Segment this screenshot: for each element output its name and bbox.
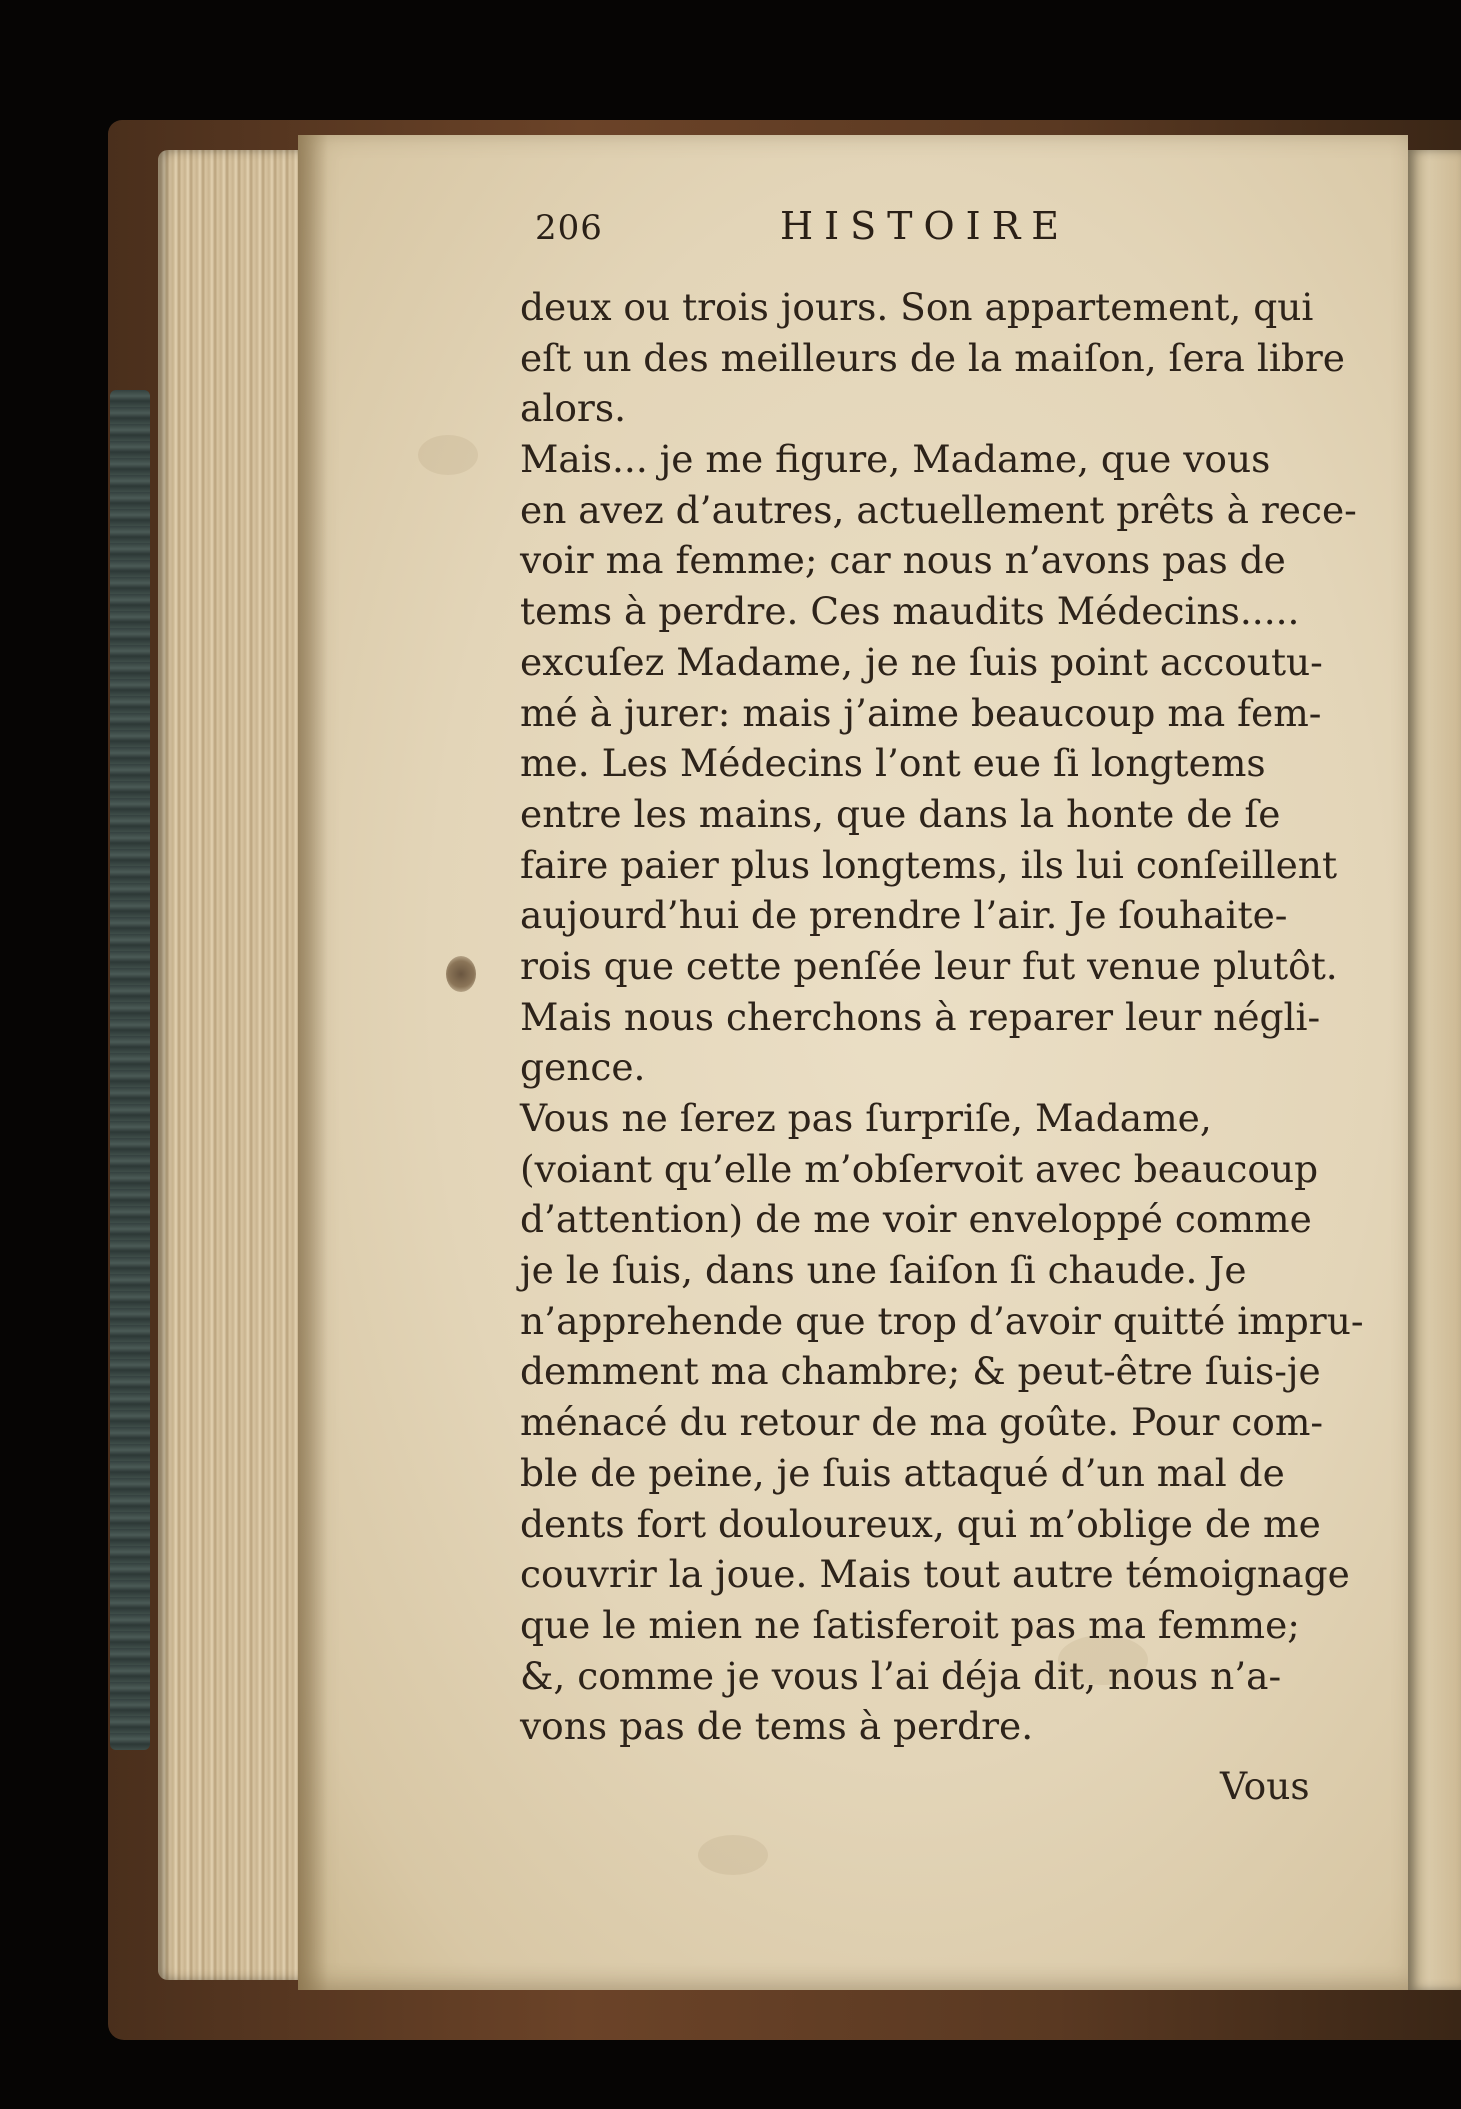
page-edges — [158, 150, 308, 1980]
text-line: mé à jurer: mais j’aime beaucoup ma fem- — [520, 690, 1322, 735]
text-line: en avez d’autres, actuellement prêts à rece- — [520, 487, 1357, 532]
text-line: entre les mains, que dans la honte de ſe — [520, 791, 1281, 836]
text-line: gence. — [520, 1045, 646, 1090]
text-line: me. Les Médecins l’ont eue ſi longtems — [520, 741, 1266, 786]
text-line: Vous ne ſerez pas ſurpriſe, Madame, — [520, 1096, 1212, 1140]
text-line: faire paier plus longtems, ils lui conſeillent — [520, 842, 1338, 887]
text-line: rois que cette penſée leur fut venue plutôt. — [520, 943, 1338, 988]
text-line: ménacé du retour de ma goûte. Pour com- — [520, 1400, 1324, 1445]
text-line: &, comme je vous l’ai déja dit, nous n’a- — [520, 1653, 1282, 1698]
text-line: je le ſuis, dans une ſaiſon ſi chaude. Je — [520, 1248, 1247, 1293]
text-line: aujourd’hui de prendre l’air. Je ſouhaite- — [520, 893, 1288, 938]
text-line: tems à perdre. Ces maudits Médecins..... — [520, 589, 1300, 634]
page-number: 206 — [535, 208, 603, 248]
marbled-cover-edge — [110, 390, 150, 1750]
text-line: dents fort douloureux, qui m’oblige de me — [520, 1501, 1321, 1546]
text-line: deux ou trois jours. Son appartement, qui — [520, 285, 1314, 329]
text-line: Mais nous cherchons à reparer leur négli- — [520, 994, 1321, 1039]
body-text — [520, 282, 1364, 1752]
facing-page-edge — [1408, 150, 1461, 1990]
foxing-spot — [418, 435, 478, 475]
text-line: Mais... je me figure, Madame, que vous — [520, 437, 1271, 482]
ink-stain — [446, 956, 476, 992]
text-line: que le mien ne ſatisferoit pas ma femme; — [520, 1602, 1300, 1647]
running-head: HISTOIRE — [780, 204, 1071, 248]
page-gutter-shadow — [298, 135, 328, 1990]
text-line: excuſez Madame, je ne ſuis point accoutu- — [520, 639, 1323, 684]
text-line: (voiant qu’elle m’obſervoit avec beaucoup — [520, 1146, 1319, 1191]
text-line: demment ma chambre; & peut-être ſuis-je — [520, 1349, 1321, 1394]
foxing-spot — [698, 1835, 768, 1875]
text-line: vons pas de tems à perdre. — [520, 1704, 1034, 1749]
text-line: alors. — [520, 386, 627, 431]
text-line: d’attention) de me voir enveloppé comme — [520, 1197, 1312, 1242]
text-line: eſt un des meilleurs de la maiſon, ſera libre — [520, 335, 1345, 380]
catchword: Vous — [1220, 1764, 1310, 1808]
text-line: couvrir la joue. Mais tout autre témoignage — [520, 1552, 1350, 1597]
text-line: ble de peine, je ſuis attaqué d’un mal de — [520, 1450, 1285, 1495]
text-line: voir ma femme; car nous n’avons pas de — [520, 538, 1286, 583]
text-line: n’apprehende que trop d’avoir quitté impru- — [520, 1298, 1364, 1343]
